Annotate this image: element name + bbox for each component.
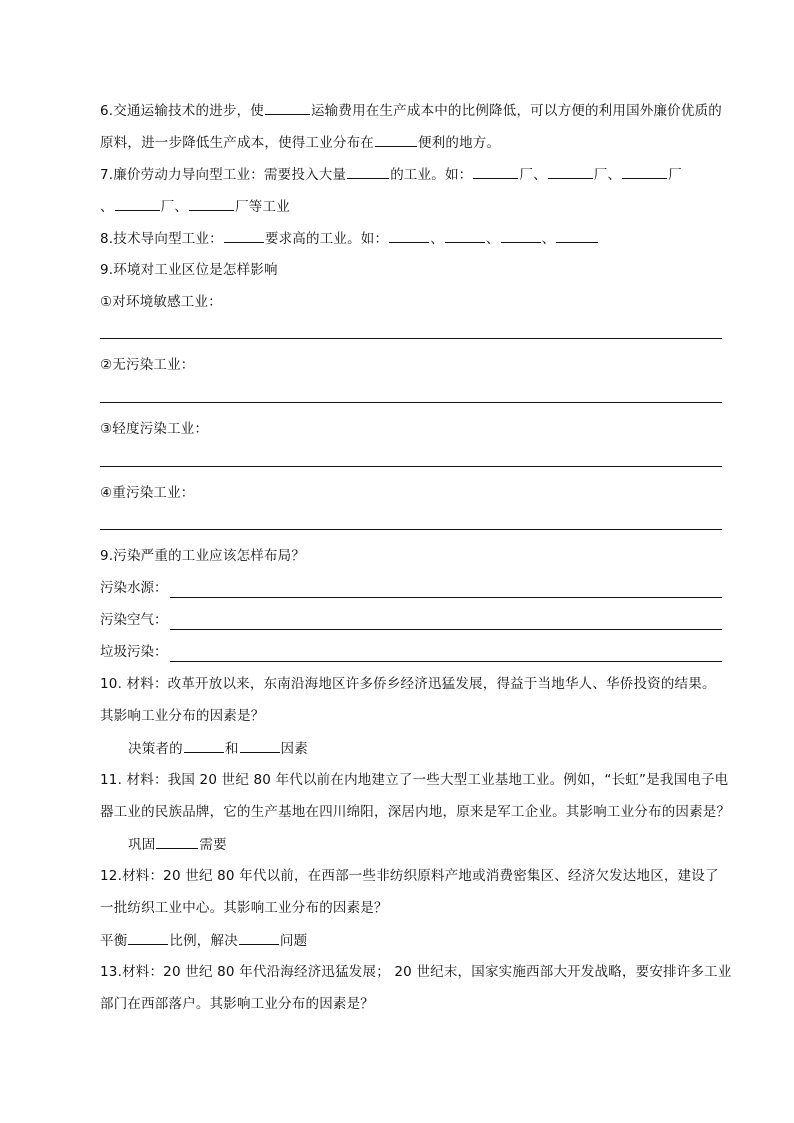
q7-sep: 厂 xyxy=(668,167,682,183)
question-7-line-2 xyxy=(100,196,722,217)
q12-ans-text: 问题 xyxy=(279,933,308,949)
answer-blank[interactable] xyxy=(128,930,168,945)
answer-blank[interactable] xyxy=(622,164,667,179)
q11-ans-text: 巩固 xyxy=(128,837,156,853)
q7-sep: 、 xyxy=(100,199,114,215)
answer-blank[interactable] xyxy=(347,164,389,179)
q7-text-b: 的工业。如： xyxy=(390,167,473,183)
answer-blank[interactable] xyxy=(184,738,224,753)
answer-line[interactable] xyxy=(100,338,722,339)
q11-ans-text: 需要 xyxy=(199,837,227,853)
answer-blank[interactable] xyxy=(224,228,264,243)
q8-text-b: 要求高的工业。如： xyxy=(264,231,389,247)
q12-ans-text: 比例，解决 xyxy=(169,933,238,949)
q9a-item-4: ④重污染工业： xyxy=(100,485,195,501)
answer-blank[interactable] xyxy=(156,834,198,849)
q6-text-a: 6.交通运输技术的进步，使 xyxy=(100,103,264,119)
q9a-item-1: ①对环境敏感工业： xyxy=(100,294,222,310)
answer-blank[interactable] xyxy=(548,164,593,179)
q8-text-a: 8.技术导向型工业： xyxy=(100,231,223,247)
answer-line[interactable] xyxy=(100,466,722,467)
question-6-line-2 xyxy=(100,132,722,153)
question-13-line-2: 部门在西部落户。其影响工业分布的因素是？ xyxy=(100,996,374,1012)
q10-ans-text: 决策者的 xyxy=(128,741,183,757)
answer-blank[interactable] xyxy=(265,100,310,115)
q9b-water-label: 污染水源： xyxy=(100,580,168,596)
question-11-line-2: 器工业的民族品牌，它的生产基地在四川绵阳，深居内地，原来是军工企业。其影响工业分布的因素是？ xyxy=(100,804,731,820)
q9b-water-row xyxy=(100,578,722,598)
q12-ans-text: 平衡 xyxy=(100,933,128,949)
q7-sep: 厂等工业 xyxy=(235,199,290,215)
q9b-air-label: 污染空气： xyxy=(100,612,168,628)
answer-blank[interactable] xyxy=(375,132,417,147)
question-10-line-1: 10. 材料：改革开放以来，东南沿海地区许多侨乡经济迅猛发展，得益于当地华人、华侨投资的结果。 xyxy=(100,676,716,692)
question-12-line-1: 12.材料：20 世纪 80 年代以前，在西部一些非纺织原料产地或消费密集区、经济欠发达地区，建设了 xyxy=(100,868,719,884)
answer-line[interactable] xyxy=(170,647,723,662)
q8-sep: 、 xyxy=(541,231,556,247)
q10-ans-text: 因素 xyxy=(280,741,308,757)
q8-sep: 、 xyxy=(485,231,500,247)
answer-blank[interactable] xyxy=(389,228,429,243)
answer-blank[interactable] xyxy=(445,228,485,243)
question-12-answer xyxy=(100,930,722,951)
question-6-line-1 xyxy=(100,100,722,121)
question-7-line-1 xyxy=(100,164,722,185)
q9b-garbage-row xyxy=(100,642,722,662)
answer-blank[interactable] xyxy=(556,228,598,243)
question-12-line-2: 一批纺织工业中心。其影响工业分布的因素是？ xyxy=(100,900,388,916)
q9a-item-2: ②无污染工业： xyxy=(100,357,195,373)
q7-sep: 厂、 xyxy=(593,167,622,183)
q9b-air-row xyxy=(100,610,722,630)
question-9a-title: 9.环境对工业区位是怎样影响 xyxy=(100,262,278,278)
answer-line[interactable] xyxy=(100,529,722,530)
answer-line[interactable] xyxy=(170,583,723,598)
q7-sep: 厂、 xyxy=(519,167,547,183)
answer-blank[interactable] xyxy=(239,930,279,945)
q8-sep: 、 xyxy=(430,231,444,247)
q9b-garbage-label: 垃圾污染： xyxy=(100,644,168,660)
q7-sep: 厂、 xyxy=(160,199,189,215)
answer-blank[interactable] xyxy=(189,196,234,211)
q6-text-c: 原料，进一步降低生产成本，使得工业分布在 xyxy=(100,135,374,151)
answer-blank[interactable] xyxy=(115,196,160,211)
question-13-line-1: 13.材料：20 世纪 80 年代沿海经济迅猛发展； 20 世纪末，国家实施西部大开发战略，要安排许多工业 xyxy=(100,964,732,980)
question-10-answer xyxy=(128,738,750,759)
answer-line[interactable] xyxy=(170,615,723,630)
q6-text-b: 运输费用在生产成本中的比例降低，可以方便的利用国外廉价优质的 xyxy=(310,103,722,119)
q10-ans-text: 和 xyxy=(224,741,239,757)
answer-blank[interactable] xyxy=(240,738,280,753)
question-11-answer xyxy=(128,834,750,855)
q9a-item-3: ③轻度污染工业： xyxy=(100,421,209,437)
answer-line[interactable] xyxy=(100,402,722,403)
question-10-line-2: 其影响工业分布的因素是？ xyxy=(100,708,265,724)
q7-text-a: 7.廉价劳动力导向型工业：需要投入大量 xyxy=(100,167,347,183)
q6-text-d: 便利的地方。 xyxy=(418,135,501,151)
answer-blank[interactable] xyxy=(501,228,541,243)
question-9b-title: 9.污染严重的工业应该怎样布局？ xyxy=(100,548,306,564)
answer-blank[interactable] xyxy=(473,164,518,179)
question-8 xyxy=(100,228,722,249)
question-11-line-1: 11. 材料：我国 20 世纪 80 年代以前在内地建立了一些大型工业基地工业。例如，“长虹”是我国电子电 xyxy=(100,772,729,788)
